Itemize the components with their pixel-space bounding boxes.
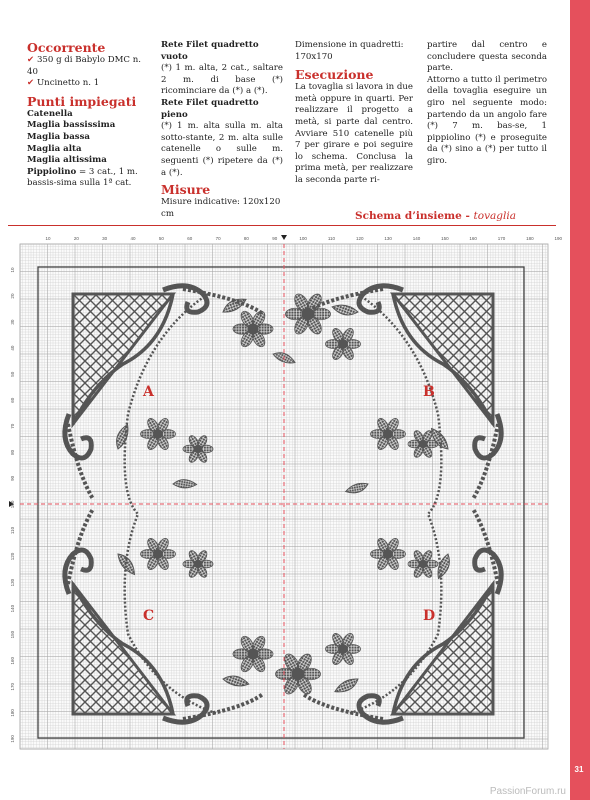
side-tick-label: 90 (10, 475, 15, 481)
top-tick-label: 90 (272, 236, 278, 241)
filet-chart-svg (8, 234, 562, 752)
side-tick-label: 180 (10, 709, 15, 717)
flower-center (383, 429, 393, 439)
occorrente-item: ✔ Uncinetto n. 1 (27, 78, 100, 89)
pieno-text: (*) 1 m. alta sulla m. alta sotto-stante, 2 m. alta sulle catenelle o sulle m. seguenti (*) ripetere da (*) a (*). (161, 121, 283, 178)
center-marker-top (281, 235, 287, 240)
quadrant-label-d: D (423, 608, 436, 624)
top-tick-label: 120 (356, 236, 364, 241)
side-tick-label: 150 (10, 630, 15, 639)
top-tick-label: 10 (45, 236, 51, 241)
flower-center (383, 549, 393, 559)
esecuzione-heading: Esecuzione (295, 67, 374, 83)
watermark: PassionForum.ru (489, 786, 566, 797)
top-tick-label: 110 (327, 236, 336, 241)
accent-sidebar (570, 0, 590, 800)
top-tick-label: 180 (526, 236, 534, 241)
page-number: 31 (574, 765, 584, 774)
flower-center (194, 445, 202, 453)
top-tick-label: 80 (243, 236, 249, 241)
top-tick-label: 150 (441, 236, 449, 241)
schema-title: Schema d’insieme - tovaglia (355, 210, 516, 222)
top-tick-label: 170 (497, 236, 506, 241)
side-tick-label: 50 (10, 371, 15, 377)
top-tick-label: 160 (469, 236, 477, 241)
punto-item: Maglia altissima (27, 155, 107, 166)
top-tick-label: 40 (130, 236, 136, 241)
quadrant-label-a: A (143, 384, 154, 400)
vuoto-text: (*) 1 m. alta, 2 cat., saltare 2 m. di base (*) ricominciare da (*) a (*). (161, 63, 283, 97)
side-tick-label: 170 (10, 683, 15, 691)
finishing-text-2: Attorno a tutto il perimetro della tovaglia eseguire un giro nel seguente modo: partendo da un angolo fare (*) 7 m. bas-se, 1 pippiolino (*) e proseguite da (*) sino a (*) per tutto il giro. (427, 74, 547, 166)
occorrente-heading: Occorrente (27, 40, 106, 55)
punto-item: Maglia bassa (27, 131, 91, 142)
side-tick-label: 130 (10, 578, 15, 587)
quadrant-label-c: C (143, 608, 155, 624)
flower-center (153, 429, 163, 439)
top-tick-label: 100 (299, 236, 307, 241)
quadrant-label-b: B (423, 384, 435, 400)
dimensione-text: Dimensione in quadretti: 170x170 (295, 40, 404, 62)
punto-item: Maglia alta (27, 143, 82, 154)
pippiolino-text: Pippiolino = 3 cat., 1 m. bassis-sima sulla 1ª cat. (27, 166, 138, 189)
top-tick-label: 20 (73, 236, 79, 241)
top-tick-label: 190 (554, 236, 562, 241)
column-materials (27, 40, 147, 190)
schema-divider (8, 225, 556, 226)
punto-item: Maglia bassissima (27, 120, 116, 131)
side-tick-label: 10 (10, 267, 15, 273)
punti-heading: Punti impiegati (27, 93, 137, 109)
side-tick-label: 190 (10, 735, 15, 743)
occorrente-item: ✔ 350 g di Babylo DMC n. 40 (27, 55, 141, 77)
flower-center (338, 644, 348, 654)
flower-center (419, 440, 427, 448)
side-tick-label: 30 (10, 319, 15, 325)
side-tick-label: 20 (10, 293, 15, 299)
misure-text: Misure indicative: 120x120 cm (161, 197, 281, 219)
side-tick-label: 70 (10, 423, 15, 429)
esecuzione-text: La tovaglia si lavora in due metà oppure in quarti. Per realizzare il progetto a metà, si parte dal centro. Avviare 510 catenelle più 7 per girare e poi seguire lo schema. Conclusa la prima metà, per realizzare la seconda parte ri- (295, 82, 413, 185)
flower-center (292, 668, 305, 681)
flower-center (247, 648, 258, 659)
side-tick-label: 110 (10, 526, 15, 535)
top-tick-label: 30 (102, 236, 108, 241)
flower-center (302, 308, 315, 321)
top-tick-label: 130 (384, 236, 392, 241)
pieno-heading: Rete Filet quadretto pieno (161, 97, 259, 120)
flower-center (247, 323, 258, 334)
top-tick-label: 50 (158, 236, 164, 241)
side-tick-label: 140 (10, 604, 15, 613)
vuoto-heading: Rete Filet quadretto vuoto (161, 40, 259, 62)
top-tick-label: 140 (412, 236, 421, 241)
side-tick-label: 160 (10, 656, 15, 665)
flower-center (153, 549, 163, 559)
flower-center (419, 560, 427, 568)
column-stitches (161, 40, 283, 220)
flower-center (194, 560, 202, 568)
misure-heading: Misure (161, 182, 211, 198)
side-tick-label: 60 (10, 397, 15, 403)
flower-center (338, 339, 348, 349)
side-tick-label: 120 (10, 552, 15, 561)
side-tick-label: 80 (10, 449, 15, 455)
finishing-text-1: partire dal centro e concludere questa seconda parte. (427, 40, 547, 74)
top-tick-label: 60 (187, 236, 193, 241)
side-tick-label: 100 (10, 500, 15, 509)
check-icon: ✔ (27, 55, 35, 65)
check-icon: ✔ (27, 78, 35, 89)
top-tick-label: 70 (215, 236, 221, 241)
column-finishing (427, 40, 547, 168)
side-tick-label: 40 (10, 345, 15, 351)
filet-chart (8, 234, 562, 752)
column-execution (295, 40, 413, 187)
punto-item: Catenella (27, 108, 73, 119)
